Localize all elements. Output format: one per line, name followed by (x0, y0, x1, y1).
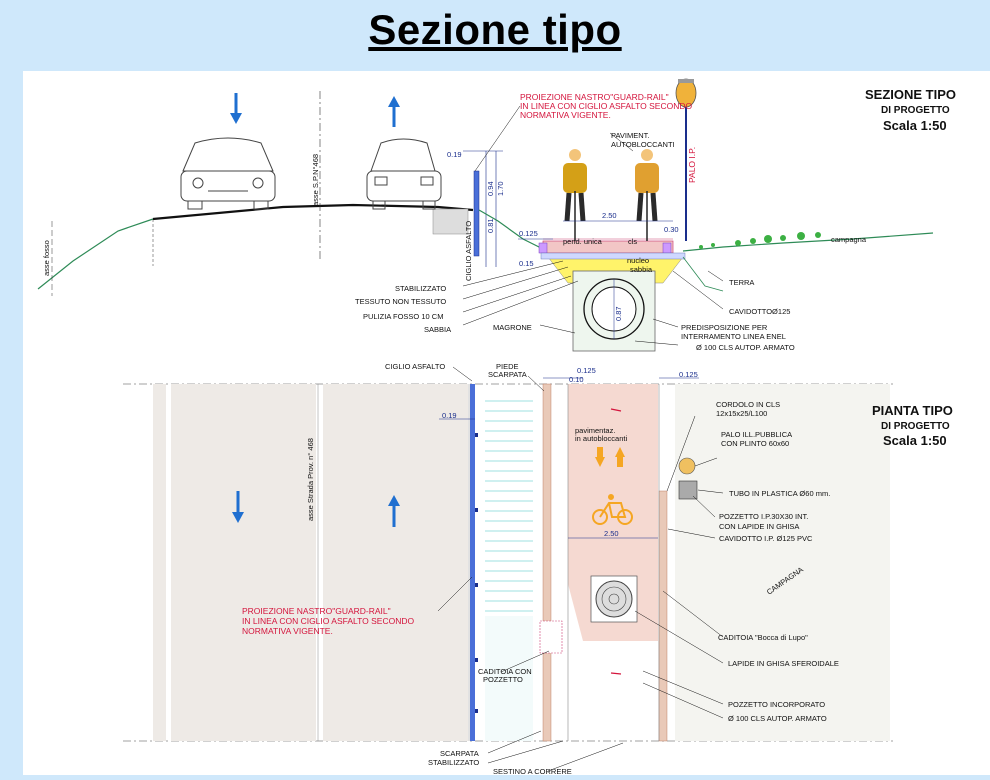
section-guardrail-note-1: PROIEZIONE NASTRO"GUARD-RAIL" (520, 92, 669, 102)
plan-scarpata-label: SCARPATA (488, 370, 527, 379)
pozzetto-ip-label-2: CON LAPIDE IN GHISA (719, 522, 800, 531)
campagna-section-label: campagna (831, 235, 867, 244)
pozzetto-ip-label-1: POZZETTO I.P.30X30 INT. (719, 512, 809, 521)
drawing-sheet (23, 71, 990, 775)
dim-015: 0.15 (519, 259, 534, 268)
section-header-3: Scala 1:50 (883, 118, 947, 133)
predisposizione-label-2: INTERRAMENTO LINEA ENEL (681, 332, 786, 341)
plan-pav-label-2: in autobloccanti (575, 434, 628, 443)
tessuto-label: TESSUTO NON TESSUTO (355, 297, 447, 306)
terra-label: TERRA (729, 278, 755, 287)
nucleo-label: nucleo (627, 256, 650, 265)
manhole-icon (591, 576, 637, 622)
technical-drawing (23, 71, 990, 775)
bottom-scarpata-label: SCARPATA (440, 749, 479, 758)
plan-view (123, 367, 893, 771)
plan-header-3: Scala 1:50 (883, 433, 947, 448)
pend-unica-label: pend. unica (563, 237, 602, 246)
cordolo-label-1: CORDOLO IN CLS (716, 400, 781, 409)
caditoia-bocca-label: CADITOIA "Bocca di Lupo" (718, 633, 808, 642)
pulizia-fosso-label: PULIZIA FOSSO 10 CM (363, 312, 444, 321)
section-header-1: SEZIONE TIPO (865, 87, 957, 102)
dim-094: 0.94 (486, 181, 495, 196)
palo-label-1: PALO ILL.PUBBLICA (721, 430, 793, 439)
down-arrow-icon (230, 93, 242, 124)
plan-guardrail-note-3: NORMATIVA VIGENTE. (242, 626, 333, 636)
cyclist-left-icon (563, 149, 587, 241)
bottom-stabilizzato-label: STABILIZZATO (428, 758, 480, 767)
magrone-label: MAGRONE (493, 323, 532, 332)
up-arrow-icon (388, 96, 400, 127)
stabilizzato-label: STABILIZZATO (395, 284, 447, 293)
plan-header-2: DI PROGETTO (881, 421, 950, 432)
cordolo-label-2: 12x15x25/L100 (716, 409, 768, 418)
caditoia-pozzetto-label-1: CADITOIA CON (478, 667, 532, 676)
plan-d100-label: Ø 100 CLS AUTOP. ARMATO (728, 714, 827, 723)
car-front-icon (181, 138, 275, 209)
page-title: Sezione tipo (368, 6, 622, 53)
section-pav-label-1: PAVIMENT. (611, 131, 650, 140)
lapide-label: LAPIDE IN GHISA SFEROIDALE (728, 659, 839, 668)
plan-asse-label: asse Strada Prov. n° 468 (306, 438, 315, 521)
plan-dim-0125-right: 0.125 (679, 370, 698, 379)
plan-piede-label: PIEDE (496, 362, 519, 371)
section-d100-label: Ø 100 CLS AUTOP. ARMATO (696, 343, 795, 352)
dim-170: 1.70 (496, 181, 505, 196)
ciglio-asfalto-label: CIGLIO ASFALTO (464, 220, 473, 281)
asse-sp-label: asse S.P.N°468 (311, 153, 320, 206)
dim-081: 0.81 (486, 218, 495, 233)
sabbia-label: SABBIA (424, 325, 452, 334)
dim-0125: 0.125 (519, 229, 538, 238)
predisposizione-label-1: PREDISPOSIZIONE PER (681, 323, 768, 332)
dim-087: 0.87 (614, 306, 623, 321)
asse-fosso-label: asse fosso (42, 240, 51, 276)
sabbia-small-label: sabbia (630, 265, 653, 274)
section-guardrail-note-3: NORMATIVA VIGENTE. (520, 110, 611, 120)
plan-guardrail-note-1: PROIEZIONE NASTRO"GUARD-RAIL" (242, 606, 391, 616)
palo-ip-label: PALO I.P. (687, 146, 697, 183)
plan-ciglio-label: CIGLIO ASFALTO (385, 362, 446, 371)
plan-header-1: PIANTA TIPO (872, 403, 953, 418)
cross-section (38, 79, 933, 351)
dim-250: 2.50 (602, 211, 617, 220)
palo-label-2: CON PLINTO 60x60 (721, 439, 790, 448)
plan-guardrail-note-2: IN LINEA CON CIGLIO ASFALTO SECONDO (242, 616, 415, 626)
plan-dim-019: 0.19 (442, 411, 457, 420)
cavidotto-label: CAVIDOTTOØ125 (729, 307, 791, 316)
section-header-2: DI PROGETTO (881, 105, 950, 116)
dim-019: 0.19 (447, 150, 462, 159)
section-guardrail-note-2: IN LINEA CON CIGLIO ASFALTO SECONDO (520, 101, 693, 111)
section-pav-label-2: AUTOBLOCCANTI (611, 140, 675, 149)
car-rear-icon (367, 139, 441, 209)
plan-pav-label-1: pavimentaz. (575, 426, 616, 435)
tubo-label: TUBO IN PLASTICA Ø60 mm. (729, 489, 831, 498)
cyclist-right-icon (635, 149, 659, 241)
dim-030: 0.30 (664, 225, 679, 234)
cavidotto-ip-label: CAVIDOTTO I.P. Ø125 PVC (719, 534, 813, 543)
plan-campagna-label: CAMPAGNA (764, 564, 805, 597)
plan-dim-250: 2.50 (604, 529, 619, 538)
pozzetto-incorporato-label: POZZETTO INCORPORATO (728, 700, 826, 709)
plan-dim-010: 0.10 (569, 375, 584, 384)
bottom-sestino-label: SESTINO A CORRERE (493, 767, 572, 775)
caditoia-pozzetto-label-2: POZZETTO (483, 675, 523, 684)
plan-dim-0125-left: 0.125 (577, 366, 596, 375)
cls-label: cls (628, 237, 638, 246)
